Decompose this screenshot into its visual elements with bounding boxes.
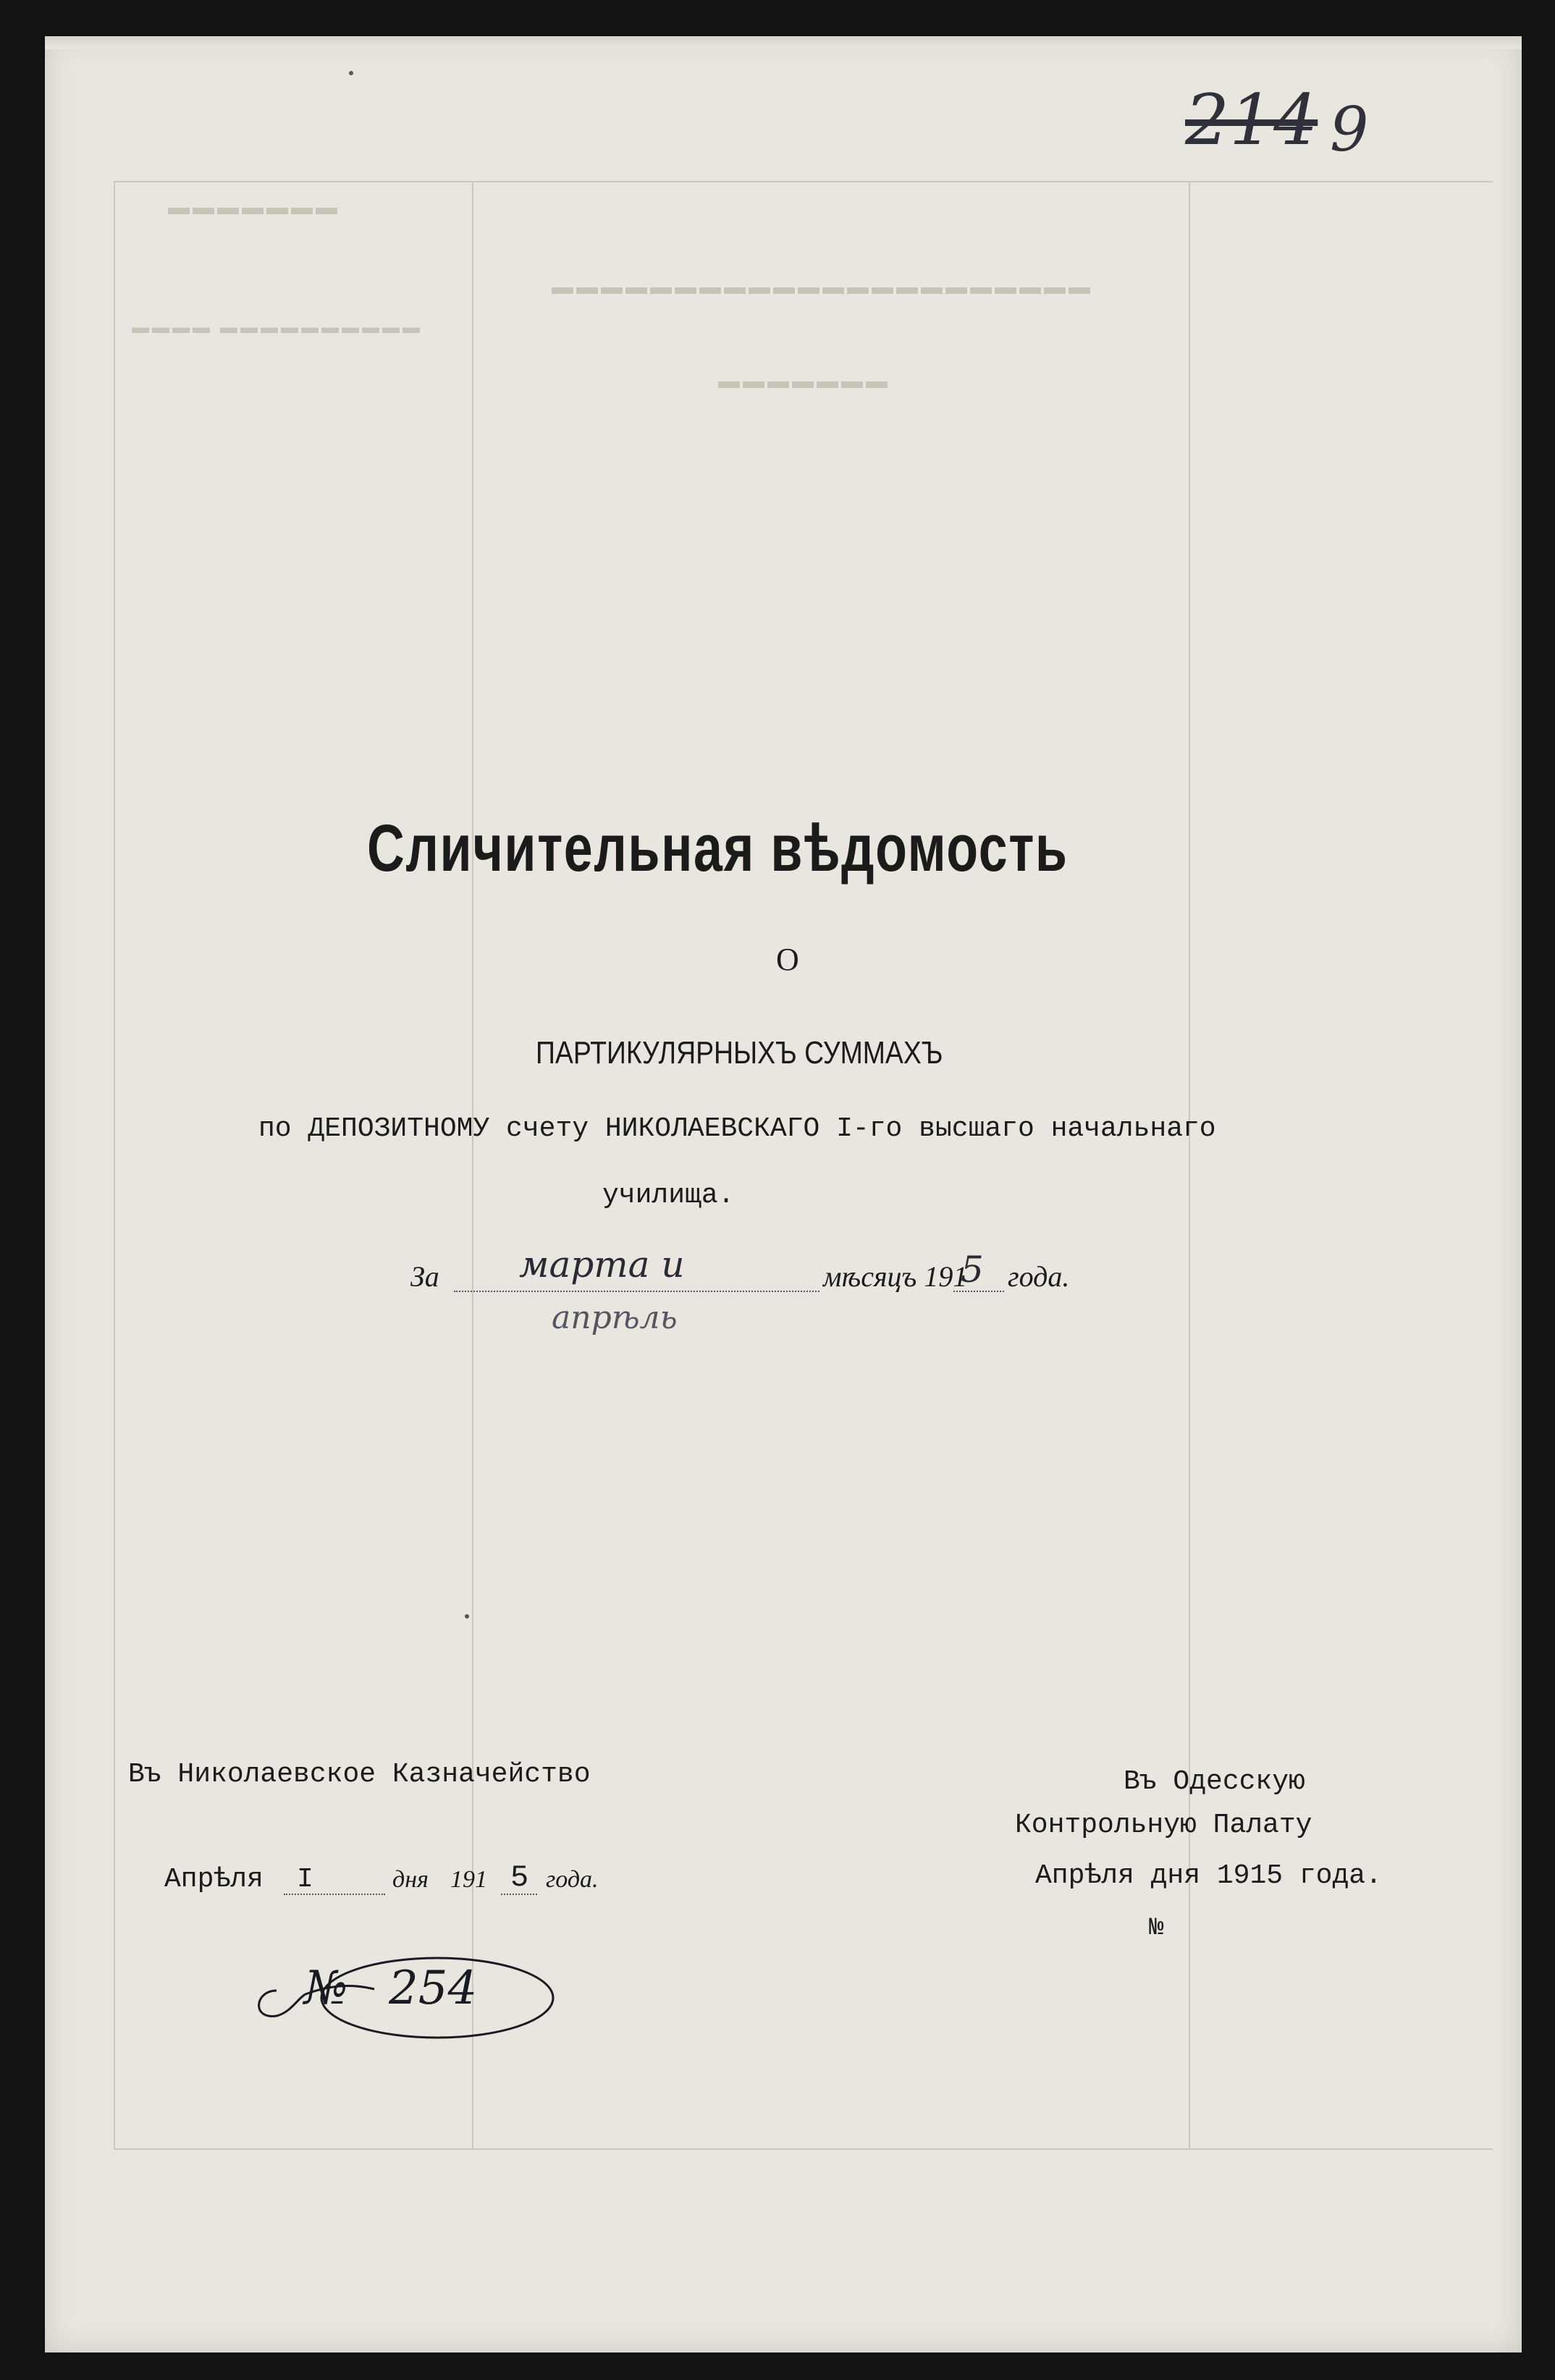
ghost-text: ▬▬▬▬▬▬▬ — [168, 195, 340, 219]
ghost-rule — [114, 181, 1493, 182]
period-month-word: мѣсяцъ 191 — [823, 1260, 968, 1293]
left-year-dotted-line — [501, 1894, 537, 1895]
account-line-2: училища. — [602, 1180, 735, 1211]
period-year-handwritten: 5 — [961, 1249, 984, 1291]
stamp-number-sign: № — [304, 1962, 348, 2015]
ghost-text: ▬▬▬▬▬▬▬ — [718, 369, 890, 393]
document-page — [45, 36, 1522, 2352]
paper-top-edge — [45, 36, 1522, 49]
left-addressee: Въ Николаевское Казначейство — [128, 1759, 591, 1790]
period-month-handwritten: марта и — [519, 1244, 685, 1286]
archive-number-crossed: 214 — [1185, 80, 1318, 161]
period-suffix: года. — [1008, 1260, 1070, 1293]
period-month-handwritten-2: апрѣль — [552, 1299, 678, 1336]
left-date-year-prefix: 191 — [450, 1866, 487, 1893]
document-subtitle: ПАРТИКУЛЯРНЫХЪ СУММАХЪ — [536, 1035, 943, 1071]
ghost-rule — [1189, 181, 1190, 2150]
right-number-sign: № — [1149, 1915, 1164, 1942]
document-title: Сличительная вѣдомость — [367, 811, 1069, 885]
ghost-rule — [114, 181, 115, 2150]
left-date-suffix: года. — [546, 1866, 599, 1893]
ghost-rule — [114, 2148, 1493, 2150]
registration-stamp — [248, 1940, 559, 2048]
right-addressee-line2: Контрольную Палату — [1015, 1810, 1312, 1841]
title-preposition: О — [776, 942, 799, 977]
left-date-day: I — [297, 1864, 313, 1895]
ghost-rule — [472, 181, 473, 2150]
account-line: по ДЕПОЗИТНОМУ счету НИКОЛАЕВСКАГО І-го высшаго начальнаго — [258, 1113, 1216, 1144]
stamp-number: 254 — [389, 1962, 478, 2015]
left-date-month: Апрѣля — [164, 1864, 264, 1895]
ghost-text: ▬▬▬▬ ▬▬▬▬▬▬▬▬▬▬ — [132, 318, 423, 337]
right-addressee-line1: Въ Одесскую — [1124, 1766, 1305, 1797]
left-date-year-digit: 5 — [510, 1860, 529, 1895]
paper-speck — [349, 71, 353, 75]
period-dotted-line — [454, 1291, 819, 1292]
paper-speck — [465, 1614, 469, 1619]
ghost-text: ▬▬▬▬▬▬▬▬▬▬▬▬▬▬▬▬▬▬▬▬▬▬ — [552, 275, 1093, 299]
archive-number: 9 — [1330, 94, 1369, 165]
year-dotted-line — [953, 1291, 1004, 1292]
period-prefix: За — [410, 1260, 439, 1293]
left-date-day-word: дня — [392, 1866, 429, 1893]
right-date: Апрѣля дня 1915 года. — [1035, 1860, 1382, 1891]
left-day-dotted-line — [284, 1894, 385, 1895]
